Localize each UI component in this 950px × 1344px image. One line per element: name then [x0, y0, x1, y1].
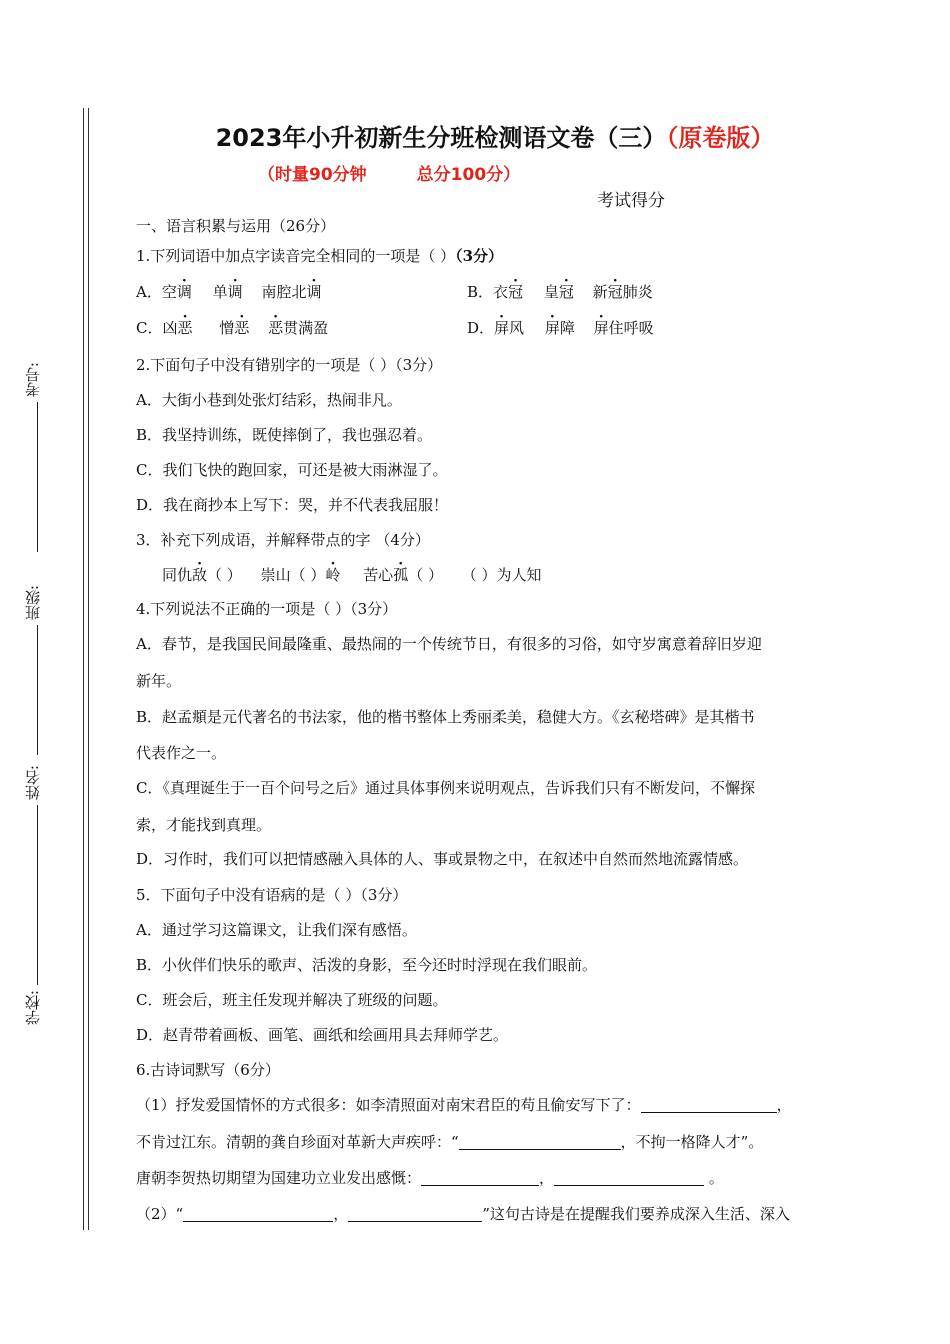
question-5-option-c[interactable]: C．班会后，班主任发现并解决了班级的问题。 [136, 991, 448, 1009]
question-3-stem: 3．补充下列成语，并解释带点的字 （4分） [136, 531, 430, 549]
question-4-option-a-cont: 新年。 [136, 672, 182, 690]
answer-blank[interactable] [348, 1205, 482, 1222]
question-5-option-a[interactable]: A．通过学习这篇课文，让我们深有感悟。 [136, 921, 417, 939]
question-6-part-1-line-3: 唐朝李贺热切期望为国建功立业发出感慨： ， 。 [136, 1169, 724, 1187]
section-heading: 一、语言积累与运用（26分） [136, 217, 336, 235]
binding-line [88, 108, 89, 1230]
question-4-option-d[interactable]: D．习作时，我们可以把情感融入具体的人、事或景物之中，在叙述中自然而然地流露情感。 [136, 850, 749, 868]
question-4-stem: 4.下列说法不正确的一项是（ ）（3分） [136, 600, 398, 618]
exam-no-field[interactable] [37, 402, 38, 552]
question-2-stem: 2.下面句子中没有错别字的一项是（ ）（3分） [136, 356, 443, 374]
question-2-option-b[interactable]: B．我坚持训练，既使摔倒了，我也强忍着。 [136, 426, 433, 444]
page-title [0, 118, 950, 153]
question-1-option-d[interactable]: D．屏风 屏障 屏住呼吸 [467, 319, 654, 337]
question-1-option-a[interactable]: A．空调 单调 南腔北调 [136, 283, 322, 301]
exam-info [258, 160, 520, 185]
question-5-stem: 5．下面句子中没有语病的是（ ）（3分） [136, 886, 408, 904]
exam-total: 总分100分） [416, 165, 521, 185]
answer-blank[interactable] [421, 1169, 539, 1186]
class-field[interactable] [37, 625, 38, 755]
question-6-part-1-line-2: 不肯过江东。清朝的龚自珍面对革新大声疾呼：“ ，不拘一格降人才”。 [136, 1133, 764, 1151]
question-1-option-c[interactable]: C．凶恶 憎恶 恶贯满盈 [136, 319, 329, 337]
question-5-option-d[interactable]: D．赵青带着画板、画笔、画纸和绘画用具去拜师学艺。 [136, 1026, 509, 1044]
title-main: 2023年小升初新生分班检测语文卷（三） [215, 124, 667, 152]
score-label: 考试得分 [597, 191, 665, 211]
exam-no-label: 考号: [24, 362, 42, 398]
school-label: 学校: [24, 990, 42, 1026]
answer-blank[interactable] [183, 1205, 333, 1222]
question-1-option-b[interactable]: B．衣冠 皇冠 新冠肺炎 [467, 283, 653, 301]
binding-line [83, 108, 84, 1230]
question-4-option-a[interactable]: A．春节，是我国民间最隆重、最热闹的一个传统节日，有很多的习俗，如守岁寓意着辞旧岁迎 [136, 635, 762, 653]
title-version: （原卷版） [666, 124, 775, 152]
question-2-option-a[interactable]: A．大街小巷到处张灯结彩，热闹非凡。 [136, 391, 402, 409]
question-4-option-b[interactable]: B．赵孟頫是元代著名的书法家，他的楷书整体上秀丽柔美，稳健大方。《玄秘塔碑》是其楷书 [136, 708, 755, 726]
question-6-stem: 6.古诗词默写（6分） [136, 1061, 280, 1079]
question-4-option-c-cont: 索，才能找到真理。 [136, 816, 272, 834]
question-5-option-b[interactable]: B．小伙伴们快乐的歌声、活泼的身影，至今还时时浮现在我们眼前。 [136, 956, 598, 974]
exam-time: （时量90分钟 [258, 165, 367, 185]
name-label: 姓名: [24, 765, 42, 801]
question-6-part-2: （2）“ ， ”这句古诗是在提醒我们要养成深入生活、深入 [136, 1205, 790, 1223]
question-6-part-1: （1）抒发爱国情怀的方式很多：如李清照面对南宋君臣的苟且偷安写下了： ， [136, 1096, 792, 1114]
question-2-option-c[interactable]: C．我们飞快的跑回家，可还是被大雨淋湿了。 [136, 461, 448, 479]
question-3-idioms[interactable]: 同仇敌（ ） 崇山（ ）岭 苦心孤（ ） （ ）为人知 [162, 566, 542, 584]
answer-blank[interactable] [554, 1169, 704, 1186]
question-2-option-d[interactable]: D．我在商抄本上写下：哭，并不代表我屈服！ [136, 496, 449, 514]
question-4-option-b-cont: 代表作之一。 [136, 744, 227, 762]
class-label: 班级: [24, 585, 42, 621]
question-4-option-c[interactable]: C．《真理诞生于一百个问号之后》通过具体事例来说明观点，告诉我们只有不断发问，不懈探 [136, 779, 755, 797]
answer-blank[interactable] [641, 1096, 777, 1113]
answer-blank[interactable] [459, 1133, 621, 1150]
question-1-stem: 1.下列词语中加点字读音完全相同的一项是（ ）（3分） [136, 247, 504, 265]
name-field[interactable] [37, 805, 38, 985]
